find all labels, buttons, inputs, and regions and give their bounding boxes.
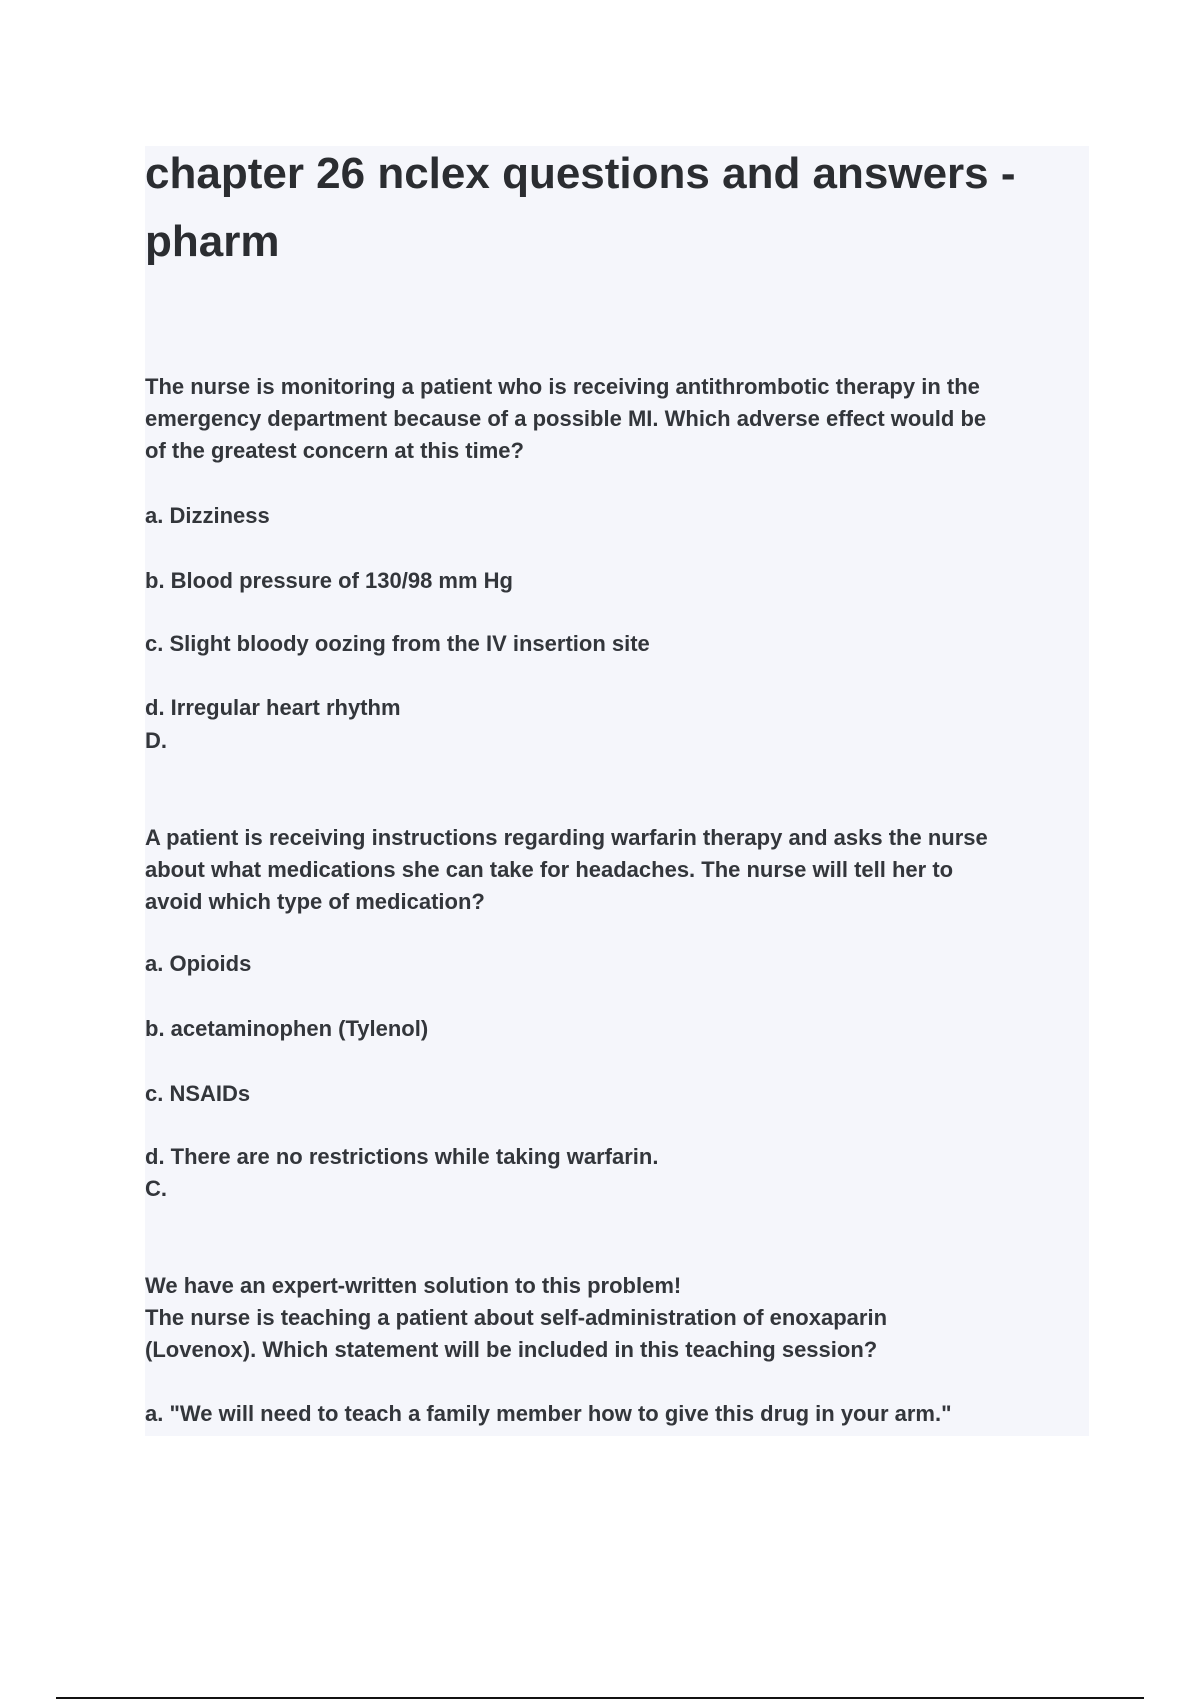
question-3-stem-line-1: The nurse is teaching a patient about self-administration of enoxaparin — [145, 1305, 888, 1330]
question-1-stem-line-2: emergency department because of a possible MI. Which adverse effect would be — [145, 406, 987, 431]
question-1-option-d: d. Irregular heart rhythm — [145, 695, 401, 720]
question-2-option-d: d. There are no restrictions while taking warfarin. — [145, 1144, 659, 1169]
question-2-option-a: a. Opioids — [145, 951, 252, 976]
question-2-answer: C. — [145, 1176, 167, 1201]
question-1-stem-line-3: of the greatest concern at this time? — [145, 438, 524, 463]
question-2-option-b: b. acetaminophen (Tylenol) — [145, 1016, 429, 1041]
question-1-answer: D. — [145, 728, 167, 753]
question-2-option-c: c. NSAIDs — [145, 1081, 251, 1106]
expert-solution-note: We have an expert-written solution to this problem! — [145, 1273, 682, 1298]
bottom-rule — [56, 1697, 1144, 1699]
page-title: chapter 26 nclex questions and answers -pharm — [145, 149, 1016, 266]
question-1-option-c: c. Slight bloody oozing from the IV insertion site — [145, 631, 650, 656]
question-2-stem-line-2: about what medications she can take for headaches. The nurse will tell her to — [145, 857, 954, 882]
question-1-option-b: b. Blood pressure of 130/98 mm Hg — [145, 568, 513, 593]
question-1-option-a: a. Dizziness — [145, 503, 270, 528]
question-2-stem-line-1: A patient is receiving instructions regarding warfarin therapy and asks the nurse — [145, 825, 988, 850]
question-3-option-a: a. "We will need to teach a family member how to give this drug in your arm." — [145, 1401, 952, 1426]
content-panel — [145, 146, 1089, 1436]
question-3-stem-line-2: (Lovenox). Which statement will be included in this teaching session? — [145, 1337, 878, 1362]
question-2-stem-line-3: avoid which type of medication? — [145, 889, 485, 914]
question-1-stem-line-1: The nurse is monitoring a patient who is receiving antithrombotic therapy in the — [145, 374, 980, 399]
